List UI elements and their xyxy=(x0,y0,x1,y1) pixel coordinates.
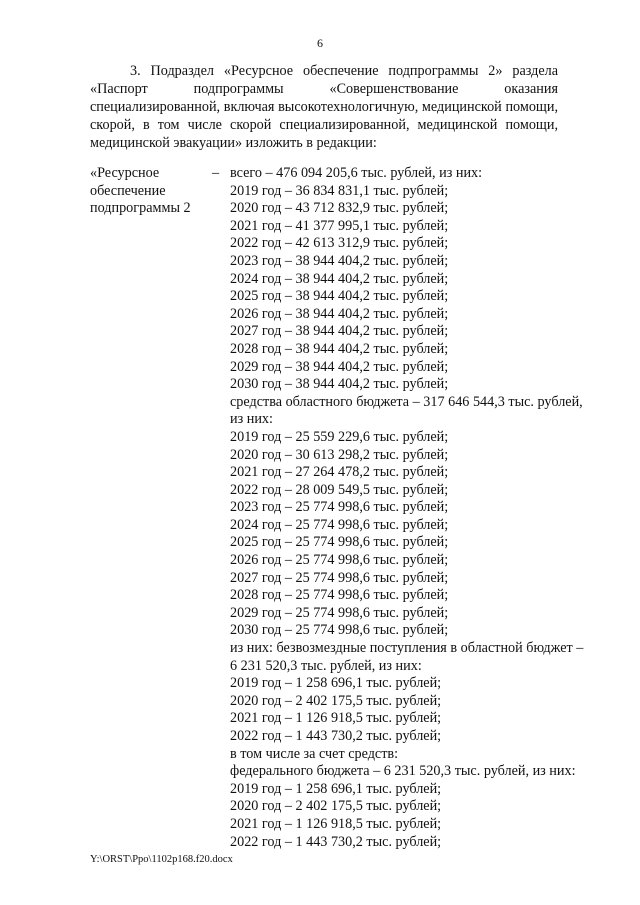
passport-value-line: 2020 год – 2 402 175,5 тыс. рублей; xyxy=(230,692,442,709)
passport-dash: – xyxy=(212,165,220,181)
passport-value-line: 2019 год – 25 559 229,6 тыс. рублей; xyxy=(230,428,449,445)
passport-label-line: обеспечение xyxy=(90,182,166,199)
passport-value-line: 2022 год – 1 443 730,2 тыс. рублей; xyxy=(230,728,442,744)
passport-value-line: 2029 год – 25 774 998,6 тыс. рублей; xyxy=(230,604,449,621)
passport-value-line: из них: безвозмездные поступления в областной бюджет – xyxy=(230,640,584,657)
passport-label-line: подпрограммы 2 xyxy=(90,200,191,217)
passport-value-line: 2020 год – 30 613 298,2 тыс. рублей; xyxy=(230,446,449,463)
passport-value-line: 2029 год – 38 944 404,2 тыс. рублей; xyxy=(230,358,449,375)
passport-value-line: 2026 год – 25 774 998,6 тыс. рублей; xyxy=(230,552,449,569)
passport-value-line: федерального бюджета – 6 231 520,3 тыс. рублей, из них: xyxy=(230,763,576,780)
passport-value-line: средства областного бюджета – 317 646 544,3 тыс. рублей, xyxy=(230,393,583,410)
passport-value-line: 2028 год – 25 774 998,6 тыс. рублей; xyxy=(230,587,449,604)
passport-value-line: в том числе за счет средств: xyxy=(230,745,399,762)
passport-value-line: 2021 год – 1 126 918,5 тыс. рублей; xyxy=(230,710,442,727)
passport-value-line: 2024 год – 38 944 404,2 тыс. рублей; xyxy=(230,270,449,287)
intro-paragraph: 3. Подраздел «Ресурсное обеспечение подпрограммы 2» раздела «Паспорт подпрограммы «Совершенствование оказания специализированной, включая высокотехнологичную, медицинской помощи, скорой, в том числе скорой специализированной, медицинской помощи, медицинской эвакуации» изложить в редакции: xyxy=(90,63,558,151)
passport-label-line: «Ресурсное xyxy=(90,165,160,181)
passport-value-line: из них: xyxy=(230,411,273,428)
passport-value-line: 2023 год – 25 774 998,6 тыс. рублей; xyxy=(230,499,449,516)
passport-value-line: 2027 год – 25 774 998,6 тыс. рублей; xyxy=(230,569,449,586)
passport-values xyxy=(230,165,584,851)
passport-value-line: 2025 год – 25 774 998,6 тыс. рублей; xyxy=(230,534,449,551)
passport-value-line: 2019 год – 1 258 696,1 тыс. рублей; xyxy=(230,675,442,692)
passport-value-line: 2019 год – 36 834 831,1 тыс. рублей; xyxy=(230,182,449,199)
passport-label xyxy=(90,165,210,218)
page-number: 6 xyxy=(317,36,323,50)
passport-value-line: 2027 год – 38 944 404,2 тыс. рублей; xyxy=(230,323,449,340)
passport-value-line: 2022 год – 42 613 312,9 тыс. рублей; xyxy=(230,235,449,252)
passport-value-line: 2019 год – 1 258 696,1 тыс. рублей; xyxy=(230,780,442,797)
passport-value-line: 2022 год – 28 009 549,5 тыс. рублей; xyxy=(230,481,449,498)
passport-value-line: 2022 год – 1 443 730,2 тыс. рублей; xyxy=(230,833,442,850)
passport-value-line: 2021 год – 41 377 995,1 тыс. рублей; xyxy=(230,217,449,234)
passport-value-line: 2024 год – 25 774 998,6 тыс. рублей; xyxy=(230,516,449,533)
passport-value-line: всего – 476 094 205,6 тыс. рублей, из них: xyxy=(230,165,483,181)
passport-value-line: 2020 год – 2 402 175,5 тыс. рублей; xyxy=(230,798,442,815)
passport-value-line: 6 231 520,3 тыс. рублей, из них: xyxy=(230,657,422,674)
passport-value-line: 2030 год – 38 944 404,2 тыс. рублей; xyxy=(230,376,449,393)
passport-value-line: 2020 год – 43 712 832,9 тыс. рублей; xyxy=(230,200,449,217)
passport-value-line: 2030 год – 25 774 998,6 тыс. рублей; xyxy=(230,622,449,639)
passport-value-line: 2028 год – 38 944 404,2 тыс. рублей; xyxy=(230,340,449,357)
passport-value-line: 2026 год – 38 944 404,2 тыс. рублей; xyxy=(230,305,449,322)
passport-value-line: 2025 год – 38 944 404,2 тыс. рублей; xyxy=(230,288,449,305)
file-path-footer: Y:\ORST\Ppo\1102p168.f20.docx xyxy=(90,854,233,865)
passport-value-line: 2021 год – 1 126 918,5 тыс. рублей; xyxy=(230,815,442,832)
passport-value-line: 2021 год – 27 264 478,2 тыс. рублей; xyxy=(230,464,449,481)
passport-value-line: 2023 год – 38 944 404,2 тыс. рублей; xyxy=(230,252,449,269)
